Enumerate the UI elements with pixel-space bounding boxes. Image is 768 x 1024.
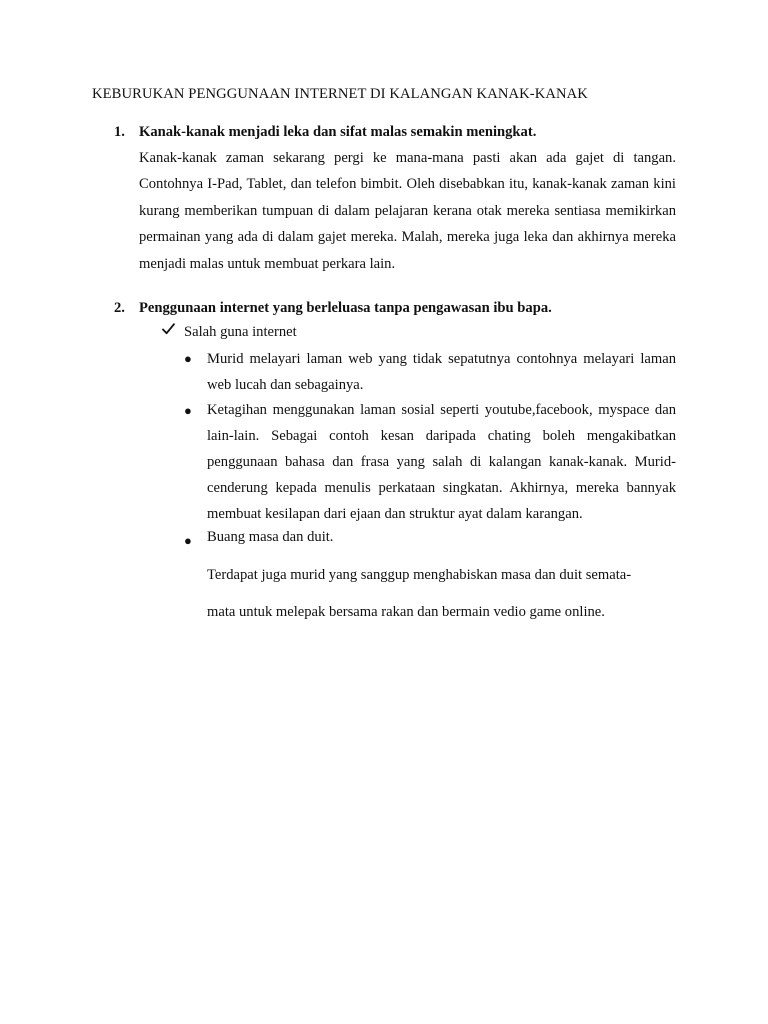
section-1-paragraph: Kanak-kanak zaman sekarang pergi ke mana-mana pasti akan ada gajet di tangan. Contohnya I-Pad, Tablet, dan telefon bimbit. Oleh disebabkan itu, kanak-kanak zaman kini kurang memberikan tumpuan di dalam pelajaran kerana otak mereka sentiasa memikirkan permainan yang ada di dalam gajet mereka. Malah, mereka juga leka dan akhirnya mereka menjadi malas untuk membuat perkara lain. [139,150,676,272]
bullet-item-2: Ketagihan menggunakan laman sosial seperti youtube,facebook, myspace dan lain-lain. Sebagai contoh kesan daripada chating boleh mengakibatkan penggunaan bahasa dan frasa yang salah di kalangan kanak-kanak. Murid- cenderung kepada menulis perkataan singkatan. Akhirnya, mereka bannyak membuat kesilapan dari ejaan dan struktur ayat dalam karangan. [207,402,676,522]
document-title: KEBURUKAN PENGGUNAAN INTERNET DI KALANGAN KANAK-KANAK [92,86,588,102]
bullet-item-1: Murid melayari laman web yang tidak sepatutnya contohnya melayari laman web lucah dan sebagainya. [207,351,676,393]
section-1-heading: Kanak-kanak menjadi leka dan sifat malas semakin meningkat. [139,124,537,140]
bullet-icon: ● [184,533,192,548]
bullet-icon: ● [184,351,192,366]
checkmark-icon [162,323,175,340]
section-2-number: 2. [114,300,125,316]
section-2-heading: Penggunaan internet yang berleluasa tanpa pengawasan ibu bapa. [139,300,552,316]
closing-line-2: mata untuk melepak bersama rakan dan bermain vedio game online. [207,604,605,620]
check-item-label: Salah guna internet [184,324,297,340]
closing-line-1: Terdapat juga murid yang sanggup menghabiskan masa dan duit semata- [207,567,632,583]
bullet-icon: ● [184,403,192,418]
section-1-number: 1. [114,124,125,140]
bullet-item-3: Buang masa dan duit. [207,529,334,545]
